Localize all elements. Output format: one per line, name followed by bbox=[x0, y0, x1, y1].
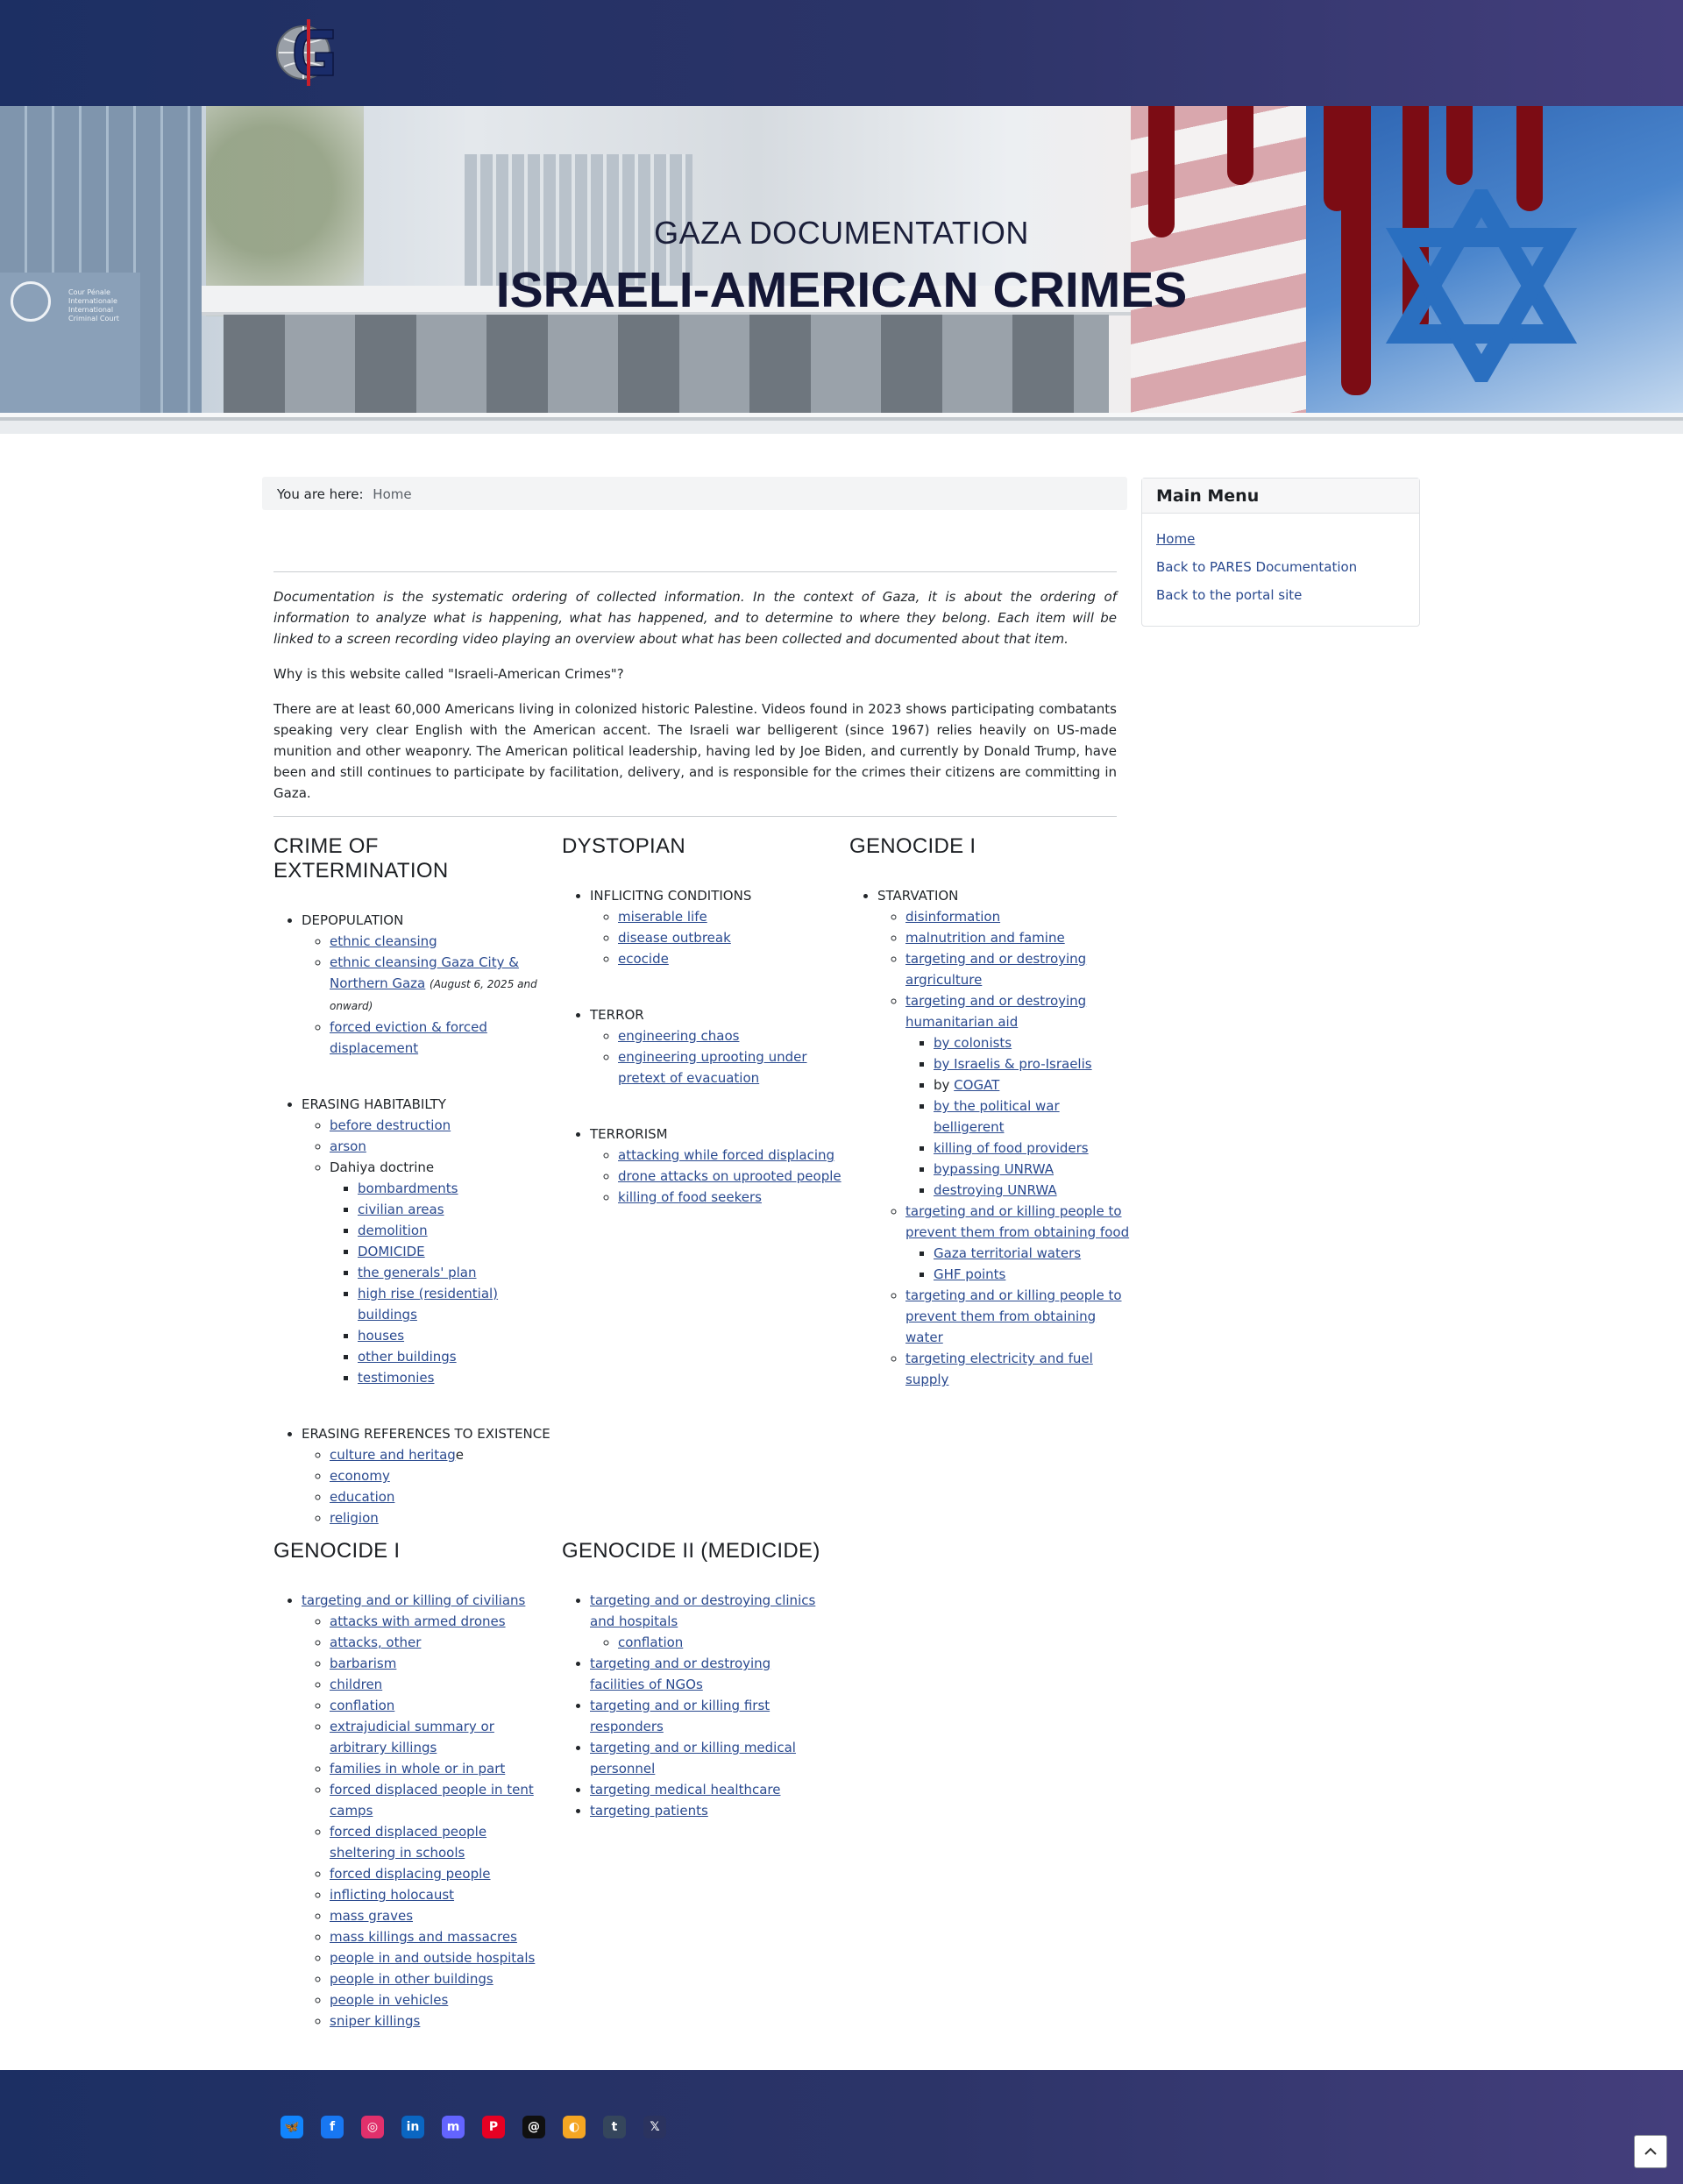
topic-link[interactable]: bypassing UNRWA bbox=[934, 1161, 1054, 1177]
list-item bbox=[330, 1632, 554, 1653]
topic-link[interactable]: disinformation bbox=[905, 909, 1001, 925]
topic-link[interactable]: people in and outside hospitals bbox=[330, 1950, 536, 1966]
topic-link[interactable]: children bbox=[330, 1677, 383, 1692]
topic-link[interactable]: attacks, other bbox=[330, 1634, 422, 1650]
threads-icon[interactable]: @ bbox=[522, 2116, 545, 2138]
list-item bbox=[330, 1716, 554, 1758]
subsubcategory-list bbox=[905, 1243, 1130, 1285]
section-heading: DYSTOPIAN bbox=[562, 834, 685, 858]
topic-link[interactable]: targeting electricity and fuel supply bbox=[905, 1351, 1093, 1387]
list-item bbox=[330, 1157, 554, 1388]
topic-link[interactable]: targeting and or destroying argriculture bbox=[905, 951, 1087, 988]
list-item bbox=[618, 1046, 842, 1088]
category-list bbox=[273, 910, 554, 1059]
list-item bbox=[618, 1145, 842, 1166]
list-item bbox=[934, 1096, 1130, 1138]
topic-link[interactable]: houses bbox=[358, 1328, 405, 1344]
list-item bbox=[330, 1444, 554, 1465]
category-list bbox=[849, 885, 1130, 1390]
topic-link[interactable]: engineering uprooting under pretext of evacuation bbox=[618, 1049, 807, 1086]
list-item bbox=[934, 1264, 1130, 1285]
topic-link[interactable]: killing of food providers bbox=[934, 1140, 1089, 1156]
linkedin-icon[interactable]: in bbox=[401, 2116, 424, 2138]
subcategory-list bbox=[302, 931, 554, 1059]
topic-link[interactable]: forced displacing people bbox=[330, 1866, 491, 1882]
list-item bbox=[934, 1180, 1130, 1201]
topic-link[interactable]: targeting and or destroying facilities of NGOs bbox=[590, 1656, 771, 1692]
section-genocide-starvation bbox=[849, 834, 1130, 1390]
menu-item-pares bbox=[1156, 559, 1405, 587]
list-item bbox=[905, 1348, 1130, 1390]
topic-link[interactable]: bombardments bbox=[358, 1181, 458, 1196]
tumblr-icon[interactable]: t bbox=[603, 2116, 626, 2138]
menu-link-portal[interactable]: Back to the portal site bbox=[1156, 587, 1303, 603]
menu-link-home[interactable]: Home bbox=[1156, 531, 1196, 547]
topic-link[interactable]: forced displaced people sheltering in schools bbox=[330, 1824, 487, 1861]
banner-subtitle: GAZA DOCUMENTATION bbox=[654, 215, 1029, 251]
topic-link[interactable]: targeting and or destroying humanitarian aid bbox=[905, 993, 1087, 1030]
list-item bbox=[590, 1737, 825, 1779]
section-heading: GENOCIDE II (MEDICIDE) bbox=[562, 1539, 820, 1563]
list-item bbox=[358, 1178, 554, 1199]
list-item bbox=[590, 1779, 825, 1800]
list-item bbox=[905, 927, 1130, 948]
list-item bbox=[330, 952, 554, 1017]
section-heading: GENOCIDE I bbox=[273, 1539, 401, 1563]
topic-link[interactable]: by the political war belligerent bbox=[934, 1098, 1060, 1135]
chevron-up-icon bbox=[1644, 2147, 1658, 2156]
breadcrumb bbox=[262, 477, 1127, 510]
list-item bbox=[358, 1367, 554, 1388]
topic-link[interactable]: culture and heritag bbox=[330, 1447, 456, 1463]
menu-item-home bbox=[1156, 531, 1405, 559]
pinterest-icon[interactable]: P bbox=[482, 2116, 505, 2138]
list-item bbox=[590, 1695, 825, 1737]
list-item bbox=[618, 1025, 842, 1046]
list-item bbox=[330, 1947, 554, 1968]
list-item bbox=[618, 1632, 825, 1653]
subcategory-list bbox=[877, 906, 1130, 1390]
topic-link[interactable]: people in other buildings bbox=[330, 1971, 494, 1987]
list-item bbox=[905, 948, 1130, 990]
list-item bbox=[905, 1285, 1130, 1348]
list-item bbox=[330, 1863, 554, 1884]
hero-banner bbox=[0, 106, 1683, 434]
list-item bbox=[330, 931, 554, 952]
topic-link[interactable]: malnutrition and famine bbox=[905, 930, 1065, 946]
topic-link[interactable]: attacking while forced displacing bbox=[618, 1147, 835, 1163]
category-label: STARVATION bbox=[877, 888, 959, 904]
topic-link[interactable]: targeting and or killing medical personnel bbox=[590, 1740, 796, 1776]
list-item bbox=[330, 1136, 554, 1157]
topic-link[interactable]: drone attacks on uprooted people bbox=[618, 1168, 842, 1184]
topic-link[interactable]: before destruction bbox=[330, 1117, 451, 1133]
banner-lobby bbox=[224, 315, 1109, 420]
topic-link[interactable]: high rise (residential) buildings bbox=[358, 1286, 499, 1322]
category-list bbox=[273, 1423, 554, 1528]
subcategory-label: Dahiya doctrine bbox=[330, 1159, 435, 1175]
topic-link[interactable]: demolition bbox=[358, 1223, 428, 1238]
topic-link[interactable]: targeting and or killing first responders bbox=[590, 1698, 770, 1734]
topic-link[interactable]: conflation bbox=[330, 1698, 395, 1713]
topic-link[interactable]: miserable life bbox=[618, 909, 707, 925]
list-item bbox=[330, 1926, 554, 1947]
subcategory-list bbox=[590, 1025, 842, 1088]
subsubcategory-list bbox=[905, 1032, 1130, 1201]
list-item bbox=[618, 906, 842, 927]
category-list bbox=[562, 1124, 842, 1208]
topic-link[interactable]: ethnic cleansing bbox=[330, 933, 437, 949]
topic-link[interactable]: targeting and or killing people to prevent them from obtaining food bbox=[905, 1203, 1130, 1240]
topic-link[interactable]: people in vehicles bbox=[330, 1992, 449, 2008]
breadcrumb-label: You are here: bbox=[277, 486, 364, 502]
section-heading: GENOCIDE I bbox=[849, 834, 976, 858]
topic-link[interactable]: ethnic cleansing Gaza City & Northern Gaza bbox=[330, 954, 519, 991]
topic-link[interactable]: Gaza territorial waters bbox=[934, 1245, 1082, 1261]
list-item bbox=[330, 1674, 554, 1695]
subcategory-list bbox=[302, 1115, 554, 1388]
intro-paragraph: Documentation is the systematic ordering of collected information. In the context of Gaza, it is about the ordering of information to analyze what is happening, what has happened, and to determine to where they belong. Each item will be linked to a screen recording video playing an overview about what has been collected and documented about that item. bbox=[273, 589, 1117, 647]
list-item bbox=[330, 1905, 554, 1926]
category-label: TERRORISM bbox=[590, 1126, 668, 1142]
category-terrorism bbox=[590, 1124, 842, 1208]
list-item bbox=[330, 1017, 554, 1059]
list-item bbox=[905, 906, 1130, 927]
section-genocide-civilians bbox=[273, 1539, 554, 2032]
topic-link[interactable]: economy bbox=[330, 1468, 390, 1484]
topic-link[interactable]: destroying UNRWA bbox=[934, 1182, 1057, 1198]
list-item bbox=[618, 1187, 842, 1208]
topic-link[interactable]: other buildings bbox=[358, 1349, 457, 1365]
facebook-icon[interactable]: f bbox=[321, 2116, 344, 2138]
x-icon[interactable]: 𝕏 bbox=[643, 2116, 666, 2138]
topic-link[interactable]: mass graves bbox=[330, 1908, 414, 1924]
topic-link[interactable]: targeting and or killing of civilians bbox=[302, 1592, 526, 1608]
list-item bbox=[330, 1611, 554, 1632]
breadcrumb-current: Home bbox=[373, 486, 412, 502]
category-references bbox=[302, 1423, 554, 1528]
category-label: DEPOPULATION bbox=[302, 912, 404, 928]
list-item bbox=[358, 1283, 554, 1325]
topic-link[interactable]: the generals' plan bbox=[358, 1265, 477, 1280]
topic-link[interactable]: sniper killings bbox=[330, 2013, 421, 2029]
topic-link[interactable]: forced eviction & forced displacement bbox=[330, 1019, 487, 1056]
subcategory-list bbox=[302, 1611, 554, 2032]
link-tail: e bbox=[455, 1447, 465, 1463]
list-item bbox=[330, 1989, 554, 2010]
site-logo[interactable] bbox=[272, 14, 342, 89]
topic-link[interactable]: religion bbox=[330, 1510, 379, 1526]
site-header bbox=[0, 0, 1683, 106]
subcategory-list bbox=[302, 1444, 554, 1528]
category-list bbox=[562, 885, 842, 969]
bluesky-icon[interactable]: 🦋 bbox=[280, 2116, 303, 2138]
topic-link[interactable]: by colonists bbox=[934, 1035, 1012, 1051]
list-item bbox=[934, 1074, 1130, 1096]
intro-article bbox=[273, 571, 1117, 817]
list-item bbox=[905, 1201, 1130, 1285]
topic-link[interactable]: COGAT bbox=[954, 1077, 1000, 1093]
section-medicide bbox=[562, 1539, 825, 1821]
subcategory-list bbox=[590, 1632, 825, 1653]
banner-title: ISRAELI-AMERICAN CRIMES bbox=[495, 262, 1188, 318]
list-item bbox=[330, 2010, 554, 2032]
subsubcategory-list bbox=[330, 1178, 554, 1388]
icc-seal-text: Cour Pénale Internationale International Criminal Court bbox=[68, 288, 119, 323]
link-prefix: by bbox=[934, 1077, 955, 1093]
list-item bbox=[905, 990, 1130, 1201]
topic-link[interactable]: targeting and or destroying clinics and hospitals bbox=[590, 1592, 816, 1629]
topic-link[interactable]: by Israelis & pro-Israelis bbox=[934, 1056, 1092, 1072]
list-item bbox=[358, 1199, 554, 1220]
category-label: INFLICITNG CONDITIONS bbox=[590, 888, 752, 904]
main-menu bbox=[1141, 478, 1420, 627]
list-item bbox=[358, 1241, 554, 1262]
list-item bbox=[590, 1653, 825, 1695]
category-civilians bbox=[302, 1590, 554, 2032]
list-item bbox=[358, 1325, 554, 1346]
topic-link[interactable]: mass killings and massacres bbox=[330, 1929, 517, 1945]
category-terror bbox=[590, 1004, 842, 1088]
list-item bbox=[618, 927, 842, 948]
list-item bbox=[934, 1053, 1130, 1074]
list-item bbox=[618, 1166, 842, 1187]
blood-drip bbox=[1227, 106, 1253, 185]
list-item bbox=[330, 1884, 554, 1905]
category-depopulation bbox=[302, 910, 554, 1059]
list-item bbox=[330, 1968, 554, 1989]
instagram-icon[interactable]: ◎ bbox=[361, 2116, 384, 2138]
topic-link[interactable]: targeting and or killing people to prevent them from obtaining water bbox=[905, 1287, 1122, 1345]
category-starvation bbox=[877, 885, 1130, 1390]
subcategory-list bbox=[590, 1145, 842, 1208]
topic-link[interactable]: conflation bbox=[618, 1634, 684, 1650]
list-item bbox=[358, 1220, 554, 1241]
site-footer bbox=[0, 2070, 1683, 2184]
list-item bbox=[934, 1138, 1130, 1159]
main-menu-list bbox=[1142, 514, 1419, 633]
topic-link[interactable]: extrajudicial summary or arbitrary killings bbox=[330, 1719, 494, 1755]
section-dystopian bbox=[562, 834, 842, 1208]
intro-paragraph: There are at least 60,000 Americans living in colonized historic Palestine. Videos found in 2023 shows participating combatants speaking very clear English with the American accent. The Israeli war belligerent (since 1967) relies heavily on US-made munition and other weaponry. The American political leadership, having led by Joe Biden, and currently by Donald Trump, have been and still continues to participate by facilitation, delivery, and is responsible for the crimes their citizens are committing in Gaza. bbox=[273, 701, 1117, 801]
list-item bbox=[330, 1779, 554, 1821]
menu-link-pares[interactable]: Back to PARES Documentation bbox=[1156, 559, 1358, 575]
topic-link[interactable]: barbarism bbox=[330, 1656, 397, 1671]
category-list bbox=[562, 1590, 825, 1821]
list-item bbox=[330, 1465, 554, 1486]
list-item bbox=[358, 1346, 554, 1367]
pixelfed-icon[interactable]: ◐ bbox=[563, 2116, 586, 2138]
topic-link[interactable]: forced displaced people in tent camps bbox=[330, 1782, 534, 1819]
list-item bbox=[330, 1486, 554, 1507]
topic-link[interactable]: inflicting holocaust bbox=[330, 1887, 455, 1903]
list-item bbox=[330, 1695, 554, 1716]
list-item bbox=[590, 1590, 825, 1653]
category-list bbox=[562, 1004, 842, 1088]
topic-link[interactable]: killing of food seekers bbox=[618, 1189, 762, 1205]
topic-link[interactable]: targeting medical healthcare bbox=[590, 1782, 781, 1798]
list-item bbox=[330, 1758, 554, 1779]
topic-link[interactable]: GHF points bbox=[934, 1266, 1006, 1282]
back-to-top-button[interactable] bbox=[1634, 2135, 1667, 2168]
category-list bbox=[273, 1590, 554, 2032]
topic-link[interactable]: arson bbox=[330, 1138, 366, 1154]
category-label: ERASING REFERENCES TO EXISTENCE bbox=[302, 1426, 550, 1442]
list-item bbox=[330, 1653, 554, 1674]
topic-link[interactable]: disease outbreak bbox=[618, 930, 731, 946]
topic-link[interactable]: DOMICIDE bbox=[358, 1244, 425, 1259]
list-item bbox=[934, 1159, 1130, 1180]
list-item bbox=[590, 1800, 825, 1821]
list-item bbox=[358, 1262, 554, 1283]
topic-link[interactable]: engineering chaos bbox=[618, 1028, 740, 1044]
section-heading: CRIME OF EXTERMINATION bbox=[273, 834, 449, 883]
list-item bbox=[330, 1507, 554, 1528]
topic-link[interactable]: targeting patients bbox=[590, 1803, 708, 1819]
list-item bbox=[330, 1115, 554, 1136]
list-item bbox=[618, 948, 842, 969]
intro-question: Why is this website called "Israeli-American Crimes"? bbox=[273, 666, 624, 682]
subcategory-list bbox=[590, 906, 842, 969]
category-label: TERROR bbox=[590, 1007, 644, 1023]
blood-drip bbox=[1446, 106, 1473, 185]
category-habitability bbox=[302, 1094, 554, 1388]
section-extermination bbox=[273, 834, 554, 1528]
category-label: ERASING HABITABILTY bbox=[302, 1096, 446, 1112]
menu-item-portal bbox=[1156, 587, 1405, 615]
list-item bbox=[934, 1243, 1130, 1264]
list-item bbox=[934, 1032, 1130, 1053]
topic-link[interactable]: families in whole or in part bbox=[330, 1761, 506, 1776]
category-inflicting bbox=[590, 885, 842, 969]
mastodon-icon[interactable]: m bbox=[442, 2116, 465, 2138]
topic-link[interactable]: attacks with armed drones bbox=[330, 1613, 506, 1629]
topic-link[interactable]: ecocide bbox=[618, 951, 669, 967]
date-note: (August 6, 2025 and onward) bbox=[330, 978, 537, 1012]
main-menu-title: Main Menu bbox=[1142, 479, 1419, 514]
category-list bbox=[273, 1094, 554, 1388]
list-item bbox=[330, 1821, 554, 1863]
banner-floor bbox=[0, 413, 1683, 434]
social-links bbox=[280, 2116, 666, 2138]
topic-link[interactable]: civilian areas bbox=[358, 1202, 444, 1217]
topic-link[interactable]: education bbox=[330, 1489, 395, 1505]
topic-link[interactable]: testimonies bbox=[358, 1370, 435, 1386]
